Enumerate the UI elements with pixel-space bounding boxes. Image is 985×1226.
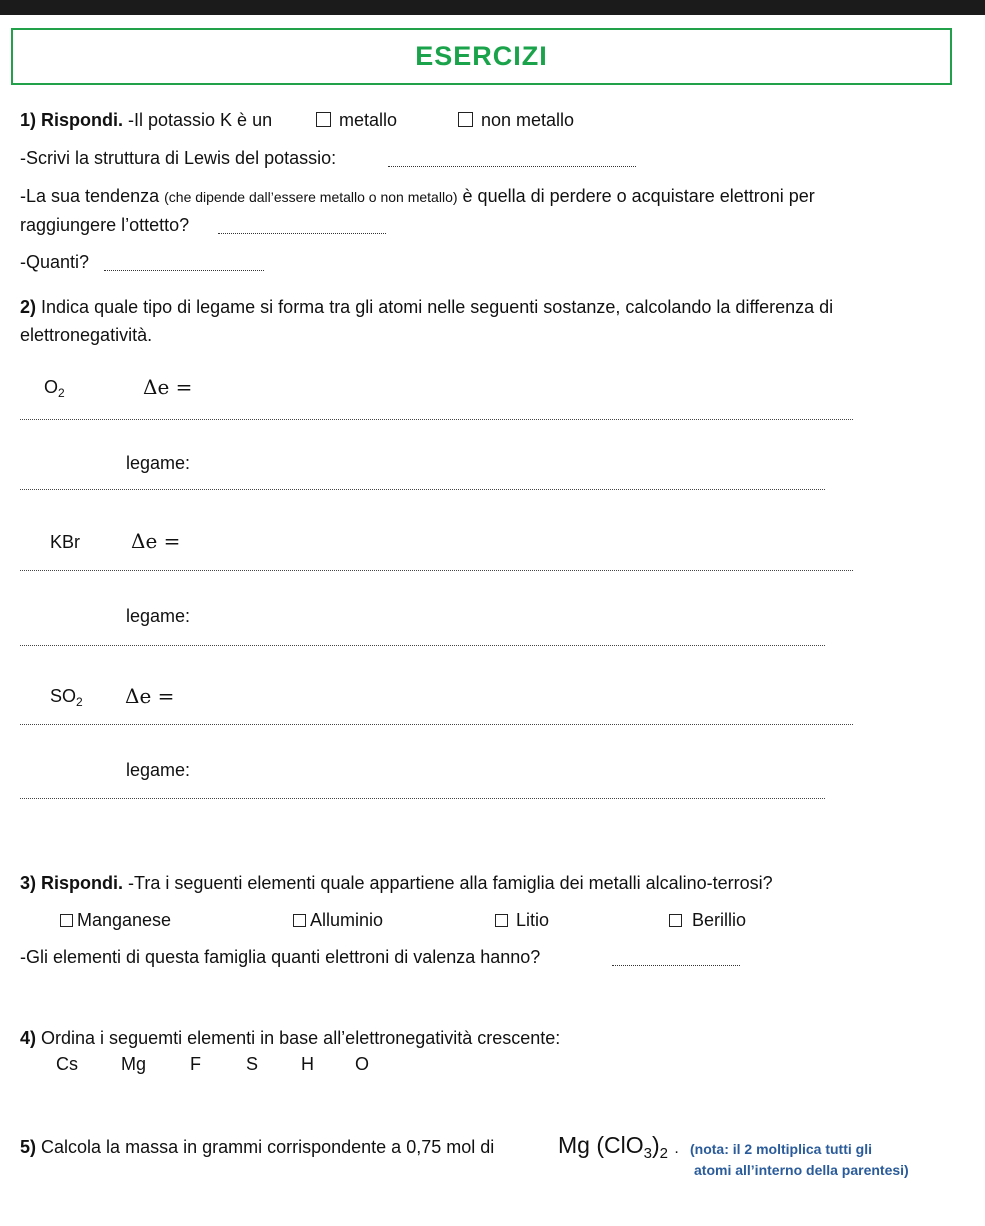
q5-note-line1: (nota: il 2 moltiplica tutti gli	[690, 1141, 872, 1157]
q1-lewis-line	[20, 148, 336, 169]
q2-item-so2	[50, 686, 83, 707]
answer-line-bond-kbr[interactable]	[20, 645, 825, 646]
option-alluminio-label: Alluminio	[310, 910, 384, 930]
checkbox-alluminio[interactable]	[293, 914, 306, 927]
checkbox-metallo[interactable]	[316, 112, 331, 127]
option-metallo-label: metallo	[339, 110, 398, 130]
formula-kbr: KBr	[50, 532, 81, 552]
answer-line-delta-so2[interactable]	[20, 724, 853, 725]
q2-delta-so2	[125, 684, 174, 708]
q5-number: 5)	[20, 1137, 37, 1157]
q2-text-a: Indica quale tipo di legame si forma tra gli atomi nelle seguenti sostanze, calcolando la differenza di	[41, 297, 834, 317]
element-s: S	[246, 1054, 259, 1074]
q5-line	[20, 1137, 494, 1158]
answer-blank-lewis[interactable]	[388, 152, 636, 167]
q3-line	[20, 873, 773, 894]
answer-line-delta-kbr[interactable]	[20, 570, 853, 571]
delta-label-so2: Δe =	[125, 684, 175, 708]
q1-quanti-text: -Quanti?	[20, 252, 90, 272]
option-litio-label: Litio	[516, 910, 550, 930]
q2-bond-o2	[126, 453, 190, 474]
q2-bond-kbr	[126, 606, 190, 627]
q2-item-o2	[44, 377, 65, 398]
checkbox-berillio[interactable]	[669, 914, 682, 927]
answer-blank-valence[interactable]	[612, 951, 740, 966]
page-title: ESERCIZI	[415, 41, 548, 71]
q3-number: 3) Rispondi.	[20, 873, 123, 893]
title-box	[11, 28, 952, 85]
q5-note-line2: atomi all’interno della parentesi)	[694, 1162, 909, 1178]
checkbox-manganese[interactable]	[60, 914, 73, 927]
q2-item-kbr	[50, 532, 80, 553]
q1-number: 1) Rispondi.	[20, 110, 123, 130]
q1-quanti-line	[20, 252, 89, 273]
option-berillio-label: Berillio	[692, 910, 747, 930]
formula-o2: $O_2$	[44, 377, 65, 400]
q1-tendency-line2	[20, 215, 189, 236]
window-top-bar	[0, 0, 985, 15]
q3-option-litio[interactable]	[495, 910, 549, 931]
q3-valence-text: -Gli elementi di questa famiglia quanti elettroni di valenza hanno?	[20, 947, 541, 967]
bond-label-kbr: legame:	[126, 606, 191, 626]
q1-tendency-paren: (che dipende dall’essere metallo o non metallo)	[164, 189, 458, 205]
q3-prompt: -Tra i seguenti elementi quale appartiene alla famiglia dei metalli alcalino-terrosi?	[128, 873, 773, 893]
q3-option-berillio[interactable]	[669, 910, 746, 931]
q1-tendency-b: è quella di perdere o acquistare elettroni per	[462, 186, 815, 206]
formula-mg-clo3-2: Mg $(ClO_3)_2$ .	[558, 1132, 679, 1162]
bond-label-o2: legame:	[126, 453, 191, 473]
q2-delta-kbr	[131, 529, 180, 553]
q4-prompt: Ordina i seguemti elementi in base all’elettronegatività crescente:	[41, 1028, 561, 1048]
answer-blank-quanti[interactable]	[104, 256, 264, 271]
q2-line1	[20, 297, 833, 318]
element-f: F	[190, 1054, 201, 1074]
q5-prompt: Calcola la massa in grammi corrispondente a 0,75 mol di	[41, 1137, 495, 1157]
option-manganese-label: Manganese	[77, 910, 172, 930]
checkbox-litio[interactable]	[495, 914, 508, 927]
formula-so2: $SO_2$	[50, 686, 83, 709]
q2-text-b: elettronegatività.	[20, 325, 153, 345]
q1-tendency-line	[20, 186, 815, 207]
q2-line2	[20, 325, 152, 346]
element-cs: Cs	[56, 1054, 78, 1074]
answer-line-delta-o2[interactable]	[20, 419, 853, 420]
q3-option-alluminio[interactable]	[293, 910, 383, 931]
checkbox-non-metallo[interactable]	[458, 112, 473, 127]
q1-tendency-c: raggiungere l’ottetto?	[20, 215, 190, 235]
q2-bond-so2	[126, 760, 190, 781]
q4-line	[20, 1028, 560, 1049]
answer-line-bond-so2[interactable]	[20, 798, 825, 799]
element-o: O	[355, 1054, 370, 1074]
q2-delta-o2	[143, 375, 192, 399]
delta-label-o2: Δe =	[143, 375, 193, 399]
q1-line	[20, 110, 272, 131]
delta-label-kbr: Δe =	[131, 529, 181, 553]
q4-number: 4)	[20, 1028, 37, 1048]
bond-label-so2: legame:	[126, 760, 191, 780]
element-mg: Mg	[121, 1054, 147, 1074]
q1-lewis-text: -Scrivi la struttura di Lewis del potassio:	[20, 148, 337, 168]
q1-tendency-a: -La sua tendenza	[20, 186, 160, 206]
q3-option-manganese[interactable]	[60, 910, 171, 931]
element-h: H	[301, 1054, 314, 1074]
q1-option-metallo[interactable]	[316, 110, 397, 131]
answer-blank-tendency[interactable]	[218, 219, 386, 234]
q2-number: 2)	[20, 297, 37, 317]
q1-option-non-metallo[interactable]	[458, 110, 574, 131]
q1-prompt: -Il potassio K è un	[128, 110, 273, 130]
q3-valence-line	[20, 947, 540, 968]
answer-line-bond-o2[interactable]	[20, 489, 825, 490]
option-non-metallo-label: non metallo	[481, 110, 575, 130]
